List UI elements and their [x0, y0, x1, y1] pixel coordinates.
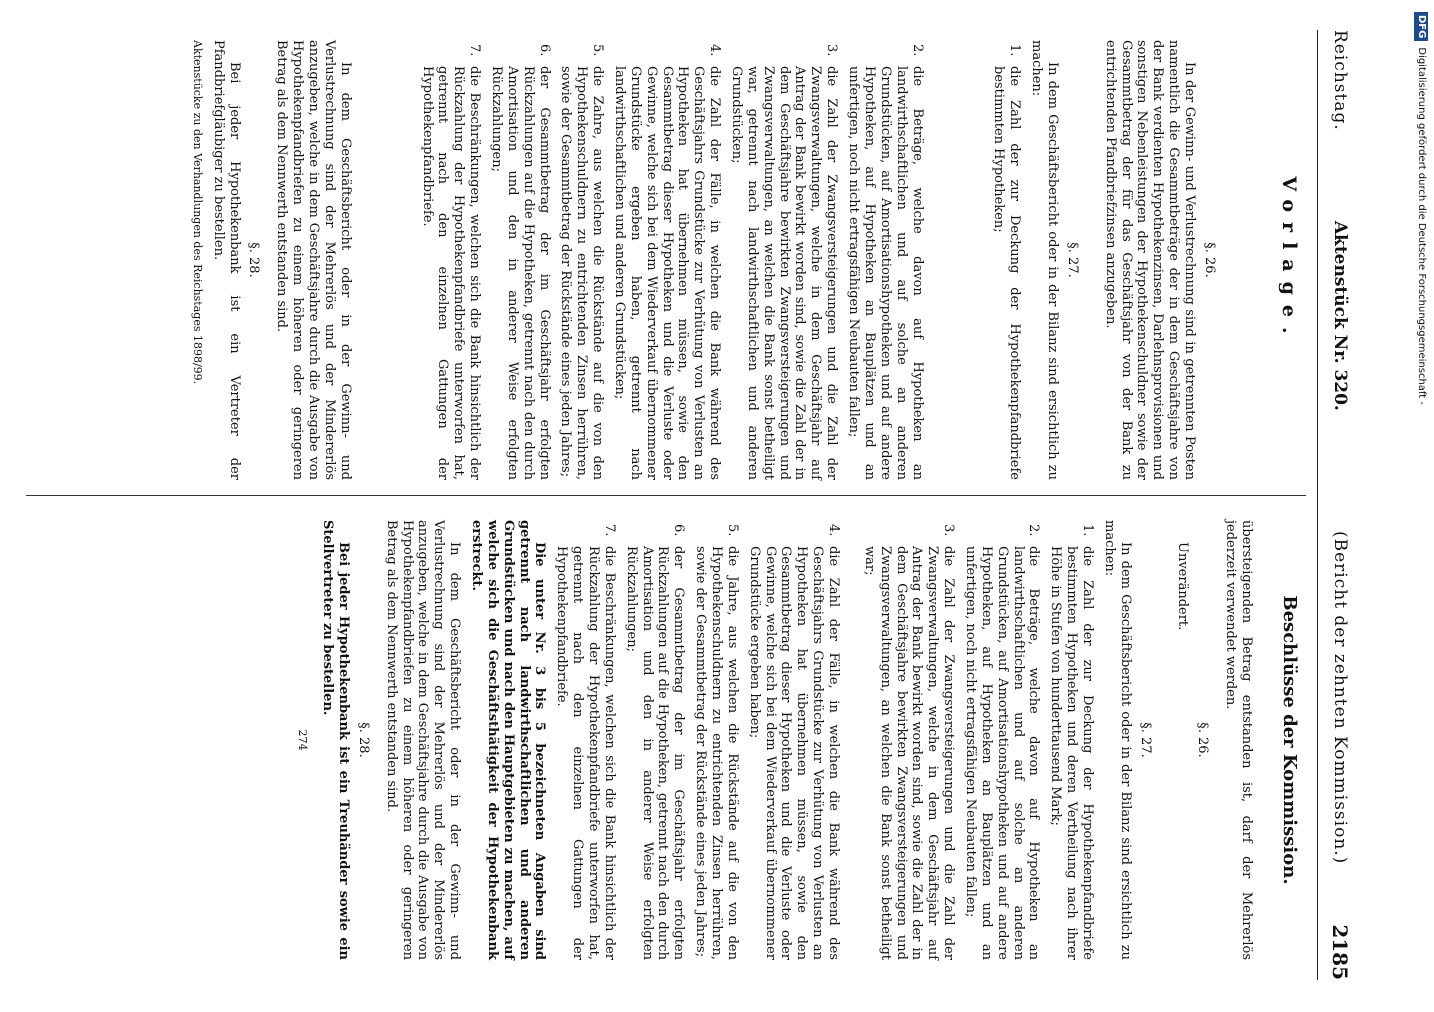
left-item-5: 5.die Zahre, aus welchen die Rückstände auf die von den Hypothekenschuldnern zu entrichtenden Zinsen herrühren, sowie der Gesammtbetrag der Rückstände eines jeden Jahres;	[558, 44, 606, 480]
right-column	[16, 520, 1306, 960]
right-item-1: 1.die Zahl der zur Deckung der Hypothekenpfandbriefe bestimmten Hypotheken und deren Vertheilung nach ihrer Höhe in Stufen von hunderttausend Mark;	[1048, 524, 1096, 960]
left-s27-heading: §. 27.	[1064, 242, 1080, 278]
left-s27-intro: In dem Geschäftsbericht oder in der Bilanz sind ersichtlich zu machen:	[1029, 40, 1060, 480]
left-s28-heading: §. 28.	[246, 242, 262, 278]
left-item-7: 7.die Beschränkungen, welchen sich die Bank hinsichtlich der Rückzahlung der Hypothekenpfandbriefe unterworfen hat, getrennt nach den einzelnen Gattungen der Hypothekenpfandbriefe.	[419, 44, 483, 480]
left-item-1: 1.die Zahl der zur Deckung der Hypothekenpfandbriefe bestimmten Hypotheken;	[991, 44, 1023, 480]
right-s28-heading: §. 28.	[355, 722, 371, 758]
right-s26-text: Unverändert.	[1175, 542, 1191, 631]
dfg-sidebar-text: Digitalisierung gefördert durch die Deutsche Forschungsgemeinschaft -	[1416, 47, 1427, 405]
dfg-sidebar	[1408, 0, 1434, 1000]
left-item-6: 6.der Gesammtbetrag der im Geschäftsjahr erfolgten Rückzahlungen auf die Hypotheken, getrennt nach den durch Amortisation und den in anderer Weise erfolgten Rückzahlungen;	[489, 44, 552, 480]
left-item-2: 2.die Beträge, welche davon auf Hypotheken an landwirthschaftlichen und auf solche an anderen Grundstücken, auf Amortisationshypotheken und auf andere Hypotheken, auf Hypotheken an Bauplätzen und an unfertigen, noch nicht ertragsfähigen Neubauten fallen;	[846, 44, 925, 480]
left-s28-text: Bei jeder Hypothekenbank ist ein Vertreter der Pfandbriefgläubiger zu bestellen.	[210, 40, 242, 480]
header-page-number: 2185	[1328, 924, 1352, 980]
right-column-title: Beschlüsse der Kommission.	[1279, 595, 1300, 885]
column-divider	[26, 495, 1306, 496]
header-middle: Aktenstück Nr. 320.	[1330, 220, 1350, 411]
left-closing-text: In dem Geschäftsbericht oder in der Gewinn- und Verlustrechnung sind der Mehrerlös und der Mindererlös anzugeben, welche in dem Geschäftsjahre durch die Ausgabe von Hypothekenpfandbriefen zu einem höheren oder geringeren Betrag als dem Nennwerth entstanden sind.	[274, 40, 353, 480]
right-bold-note: Die unter Nr. 3 bis 5 bezeichneten Angaben sind getrennt nach landwirthschaftlichen und anderen Grundstücken und nach den Hauptgebieten zu machen, auf welche sich die Geschäftsthätigkeit der Hypothekenbank erstreckt.	[468, 520, 548, 960]
left-item-3: 3.die Zahl der Zwangsversteigerungen und die Zahl der Zwangsverwaltungen, welche in dem Geschäftsjahr auf Antrag der Bank bewirkt worden sind, sowie die Zahl der in dem Geschäftsjahre bewirkten Zwangsversteigerungen und Zwangsverwaltungen, an welchen die Bank sonst betheiligt war, getrennt nach landwirthschaftlichen und anderen Grundstücken;	[729, 44, 840, 480]
right-item-7: 7.die Beschränkungen, welchen sich die Bank hinsichtlich der Rückzahlung der Hypothekenpfandbriefe unterworfen hat, getrennt nach den einzelnen Gattungen der Hypothekenpfandbriefe.	[554, 524, 617, 960]
right-item-3: 3.die Zahl der Zwangsversteigerungen und die Zahl der Zwangsverwaltungen, welche in dem Geschäftsjahr auf Antrag der Bank bewirkt worden sind, sowie die Zahl der in dem Geschäftsjahre bewirkten Zwangsversteigerungen und Zwangsverwaltungen, an welchen die Bank sonst betheiligt war;	[861, 524, 957, 960]
right-s26-heading: §. 26.	[1195, 722, 1211, 758]
left-item-4: 4.die Zahl der Fälle, in welchen die Bank während des Geschäftsjahrs Grundstücke zur Verhütung von Verlusten an Hypotheken hat übernehmen müssen, sowie den Gesammtbetrag dieser Hypotheken und die Verluste oder Gewinne, welche sich bei dem Wiederverkauf übernommener Grundstücke ergeben haben, getrennt nach landwirthschaftlichen und anderen Grundstücken;	[612, 44, 723, 480]
right-page-marker: 274	[296, 729, 310, 751]
right-item-4: 4.die Zahl der Fälle, in welchen die Bank während des Geschäftsjahrs Grundstücke zur Verhütung von Verlusten an Hypotheken hat übernehmen müssen, sowie den Gesammtbetrag dieser Hypotheken und die Verluste oder Gewinne, welche sich bei dem Wiederverkauf übernommener Grundstücke ergeben haben;	[746, 524, 841, 960]
right-closing-text: In dem Geschäftsbericht oder in der Gewinn- und Verlustrechnung sind der Mehrerlös und der Mindererlös anzugeben, welche in dem Geschäftsjahre durch die Ausgabe von Hypothekenpfandbriefen zu einem höheren oder geringeren Betrag als dem Nennwerth entstanden sind.	[383, 520, 463, 960]
right-s28-text: Bei jeder Hypothekenbank ist ein Treuhänder sowie ein Stellvertreter zu bestellen.	[320, 520, 351, 960]
header-left: Reichstag.	[1330, 30, 1350, 131]
left-s26-heading: §. 26.	[1201, 242, 1217, 278]
header-rule	[1317, 30, 1318, 980]
right-item-2: 2.die Beträge, welche davon auf Hypotheken an landwirthschaftlichen und auf solche an anderen Grundstücken, auf Amortisationshypotheken und auf andere Hypotheken, auf Hypotheken an Bauplätzen und an unfertigen, noch nicht ertragsfähigen Neubauten fallen;	[963, 524, 1042, 960]
left-column	[16, 40, 1306, 480]
header-right: (Bericht der zehnten Kommission.)	[1330, 530, 1350, 865]
left-s26-text: In der Gewinn- und Verlustrechnung sind in getrennten Posten namentlich die Gesammtbeträge der in dem Geschäftsjahre von der Bank verdienten Hypothekenzinsen, Darlehnsprovisionen und sonstigen Nebenleistungen der Hypothekenschuldner sowie der Gesammtbetrag der für das Geschäftsjahr von der Bank zu entrichtenden Pfandbriefzinsen anzugeben.	[1102, 40, 1197, 480]
right-item-5: 5.die Jahre, aus welchen die Rückstände auf die von den Hypothekenschuldnern zu entrichtenden Zinsen herrühren, sowie der Gesammtbetrag der Rückstände eines jeden Jahres;	[693, 524, 740, 960]
dfg-logo: DFG	[1414, 12, 1428, 41]
left-footer: Aktenstücke zu den Verhandlungen des Reichstages 1898/99.	[190, 40, 204, 385]
left-column-title: Vorlage.	[1278, 176, 1300, 344]
right-s27-intro: In dem Geschäftsbericht oder in der Bilanz sind ersichtlich zu machen:	[1101, 520, 1133, 960]
dfg-sidebar-content	[1408, 12, 1434, 1012]
right-s27-heading: §. 27.	[1137, 722, 1153, 758]
page-header	[1320, 30, 1360, 980]
right-item-6: 6.der Gesammtbetrag der im Geschäftsjahr erfolgten Rückzahlungen auf die Hypotheken, getrennt nach den durch Amortisation und den in anderer Weise erfolgten Rückzahlungen;	[623, 524, 687, 960]
right-intro-text: übersteigenden Betrag entstanden ist, darf der Mehrerlös jederzeit verwendet werden.	[1223, 520, 1255, 960]
